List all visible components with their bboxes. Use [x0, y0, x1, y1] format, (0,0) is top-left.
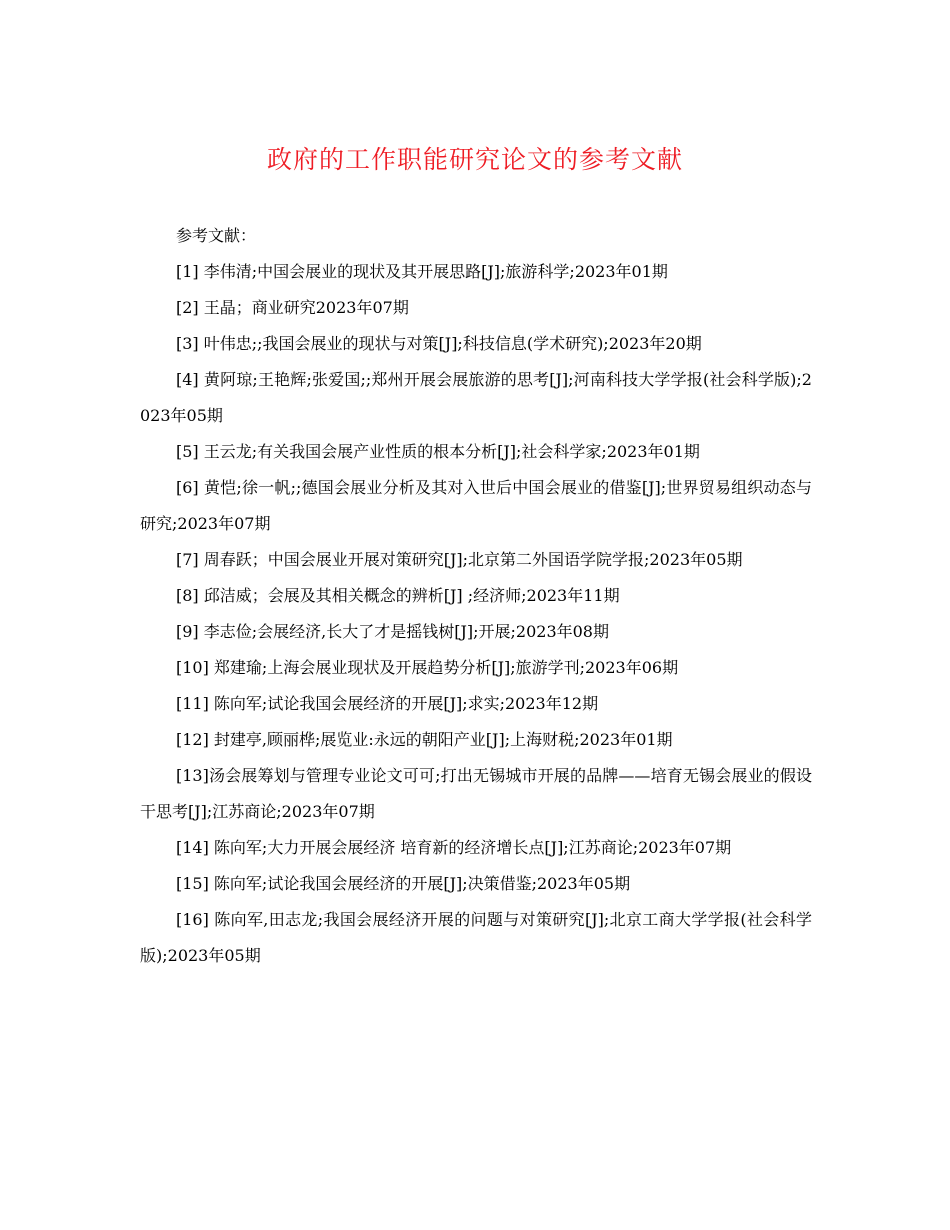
reference-item: [16] 陈向军,田志龙;我国会展经济开展的问题与对策研究[J];北京工商大学学报(社会科学版);2023年05期	[140, 910, 812, 965]
page-title: 政府的工作职能研究论文的参考文献	[266, 145, 683, 174]
reference-item: [7] 周春跃；中国会展业开展对策研究[J];北京第二外国语学院学报;2023年05期	[176, 550, 743, 569]
reference-item: [2] 王晶；商业研究2023年07期	[176, 298, 409, 317]
reference-item: [9] 李志俭;会展经济,长大了才是摇钱树[J];开展;2023年08期	[176, 622, 609, 641]
reference-item: [12] 封建亭,顾丽桦;展览业:永远的朝阳产业[J];上海财税;2023年01期	[176, 730, 673, 749]
reference-item: [15] 陈向军;试论我国会展经济的开展[J];决策借鉴;2023年05期	[176, 874, 631, 893]
reference-item: [8] 邱洁威；会展及其相关概念的辨析[J] ;经济师;2023年11期	[176, 586, 620, 605]
reference-item: [14] 陈向军;大力开展会展经济 培育新的经济增长点[J];江苏商论;2023年07期	[176, 838, 732, 857]
reference-item: [10] 郑建瑜;上海会展业现状及开展趋势分析[J];旅游学刊;2023年06期	[176, 658, 679, 677]
reference-item: [4] 黄阿琼;王艳辉;张爱国;;郑州开展会展旅游的思考[J];河南科技大学学报(社会科学版);2023年05期	[140, 370, 812, 425]
reference-item: [5] 王云龙;有关我国会展产业性质的根本分析[J];社会科学家;2023年01期	[176, 442, 700, 461]
reference-item: [3] 叶伟忠;;我国会展业的现状与对策[J];科技信息(学术研究);2023年20期	[176, 334, 702, 353]
reference-item: [13]汤会展筹划与管理专业论文可可;打出无锡城市开展的品牌——培育无锡会展业的假设干思考[J];江苏商论;2023年07期	[140, 766, 812, 821]
reference-item: [11] 陈向军;试论我国会展经济的开展[J];求实;2023年12期	[176, 694, 599, 713]
reference-item: [1] 李伟清;中国会展业的现状及其开展思路[J];旅游科学;2023年01期	[176, 262, 668, 281]
reference-item: [6] 黄恺;徐一帆;;德国会展业分析及其对入世后中国会展业的借鉴[J];世界贸易组织动态与研究;2023年07期	[140, 478, 812, 533]
references-heading: 参考文献：	[176, 226, 257, 245]
references-body	[140, 218, 812, 974]
